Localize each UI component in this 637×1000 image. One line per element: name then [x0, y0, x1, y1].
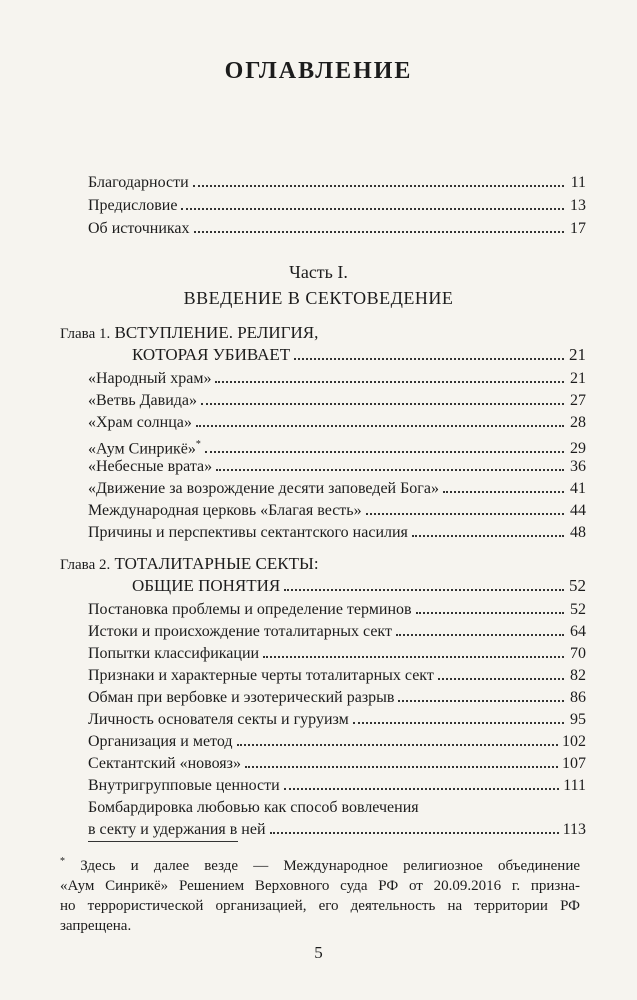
entry-page: 86 [570, 689, 586, 706]
dot-leader [398, 688, 564, 702]
entry-page: 82 [570, 667, 586, 684]
chapter1-title-part1: ВСТУПЛЕНИЕ. РЕЛИГИЯ, [114, 323, 319, 342]
chapter2-title-line2[interactable] [132, 575, 586, 597]
entry-label: «Народный храм» [88, 370, 212, 387]
entry-page: 111 [563, 777, 586, 794]
entry-page: 13 [570, 197, 586, 214]
footnote-line: но террористической организацией, его деятельность на территории РФ [60, 898, 580, 914]
toc-entry[interactable] [88, 600, 586, 620]
toc-entry[interactable] [88, 622, 586, 642]
toc-entry[interactable] [88, 732, 586, 752]
footnote [60, 852, 580, 936]
entry-page: 29 [570, 440, 586, 458]
entry-label: Организация и метод [88, 733, 233, 750]
dot-leader [353, 710, 564, 724]
toc-entry[interactable] [88, 479, 586, 499]
entry-label: «Храм солнца» [88, 414, 192, 431]
entry-page: 44 [570, 502, 586, 519]
dot-leader [205, 439, 564, 453]
entry-page: 70 [570, 645, 586, 662]
footnote-line: «Аум Синрикё» Решением Верховного суда РФ от 20.09.2016 г. призна- [60, 878, 580, 894]
dot-leader [270, 820, 559, 834]
entry-label: Причины и перспективы сектантского насилия [88, 524, 408, 541]
entry-label: Сектантский «новояз» [88, 755, 241, 772]
entry-page: 52 [570, 601, 586, 618]
dot-leader [237, 732, 559, 746]
entry-page: 27 [570, 392, 586, 409]
footnote-line [60, 852, 580, 876]
chapter2-title-line1[interactable] [60, 553, 319, 576]
dot-leader [216, 457, 564, 471]
dot-leader [194, 219, 564, 233]
chapter1-title-line2[interactable] [132, 344, 586, 366]
dot-leader [215, 369, 564, 383]
toc-entry-preface[interactable] [88, 196, 586, 216]
entry-page: 95 [570, 711, 586, 728]
chapter1-title-line1[interactable] [60, 322, 318, 345]
part-label: Часть I. [289, 262, 348, 282]
dot-leader [412, 523, 564, 537]
entry-label: Личность основателя секты и гуруизм [88, 711, 349, 728]
entry-page: 11 [570, 174, 586, 191]
chapter1-title-part2: КОТОРАЯ УБИВАЕТ [132, 345, 291, 364]
chapter1-prefix: Глава 1. [60, 326, 111, 342]
dot-leader [284, 776, 559, 790]
toc-entry[interactable] [88, 666, 586, 686]
dot-leader [196, 413, 564, 427]
toc-entry[interactable] [88, 776, 586, 796]
toc-entry[interactable] [88, 644, 586, 664]
entry-label [88, 435, 201, 459]
entry-page: 102 [562, 733, 586, 750]
toc-entry-sources[interactable] [88, 219, 586, 239]
entry-page: 113 [562, 821, 586, 838]
entry-label: Истоки и происхождение тоталитарных сект [88, 623, 392, 640]
dot-leader [443, 479, 564, 493]
dot-leader [263, 644, 564, 658]
entry-label: в секту и удержания в ней [88, 821, 266, 838]
page-number: 5 [314, 943, 323, 962]
dot-leader [201, 391, 564, 405]
entry-label: Международная церковь «Благая весть» [88, 502, 362, 519]
chapter2-page: 52 [569, 576, 586, 595]
dot-leader [396, 622, 564, 636]
entry-page: 107 [562, 755, 586, 772]
toc-entry[interactable] [88, 369, 586, 389]
toc-entry[interactable] [88, 754, 586, 774]
entry-label: Внутригрупповые ценности [88, 777, 280, 794]
toc-entry[interactable] [88, 501, 586, 521]
entry-label: «Небесные врата» [88, 458, 213, 475]
entry-page: 28 [570, 414, 586, 431]
toc-entry-multiline-line1[interactable]: Бомбардировка любовью как способ вовлечения [88, 799, 419, 816]
dot-leader [181, 196, 564, 210]
entry-label: Постановка проблемы и определение терминов [88, 601, 412, 618]
dot-leader [438, 666, 564, 680]
footnote-line: запрещена. [60, 918, 132, 934]
dot-leader [416, 600, 564, 614]
toc-entry[interactable] [88, 710, 586, 730]
entry-page: 48 [570, 524, 586, 541]
part-title: ВВЕДЕНИЕ В СЕКТОВЕДЕНИЕ [183, 288, 454, 308]
entry-page: 41 [570, 480, 586, 497]
toc-entry[interactable] [88, 523, 586, 543]
entry-page: 36 [570, 458, 586, 475]
entry-label: Об источниках [88, 220, 190, 237]
footnote-divider [88, 841, 238, 842]
entry-label: Обман при вербовке и эзотерический разрыв [88, 689, 395, 706]
footnote-text: Здесь и далее везде — Международное религиозное объединение [80, 858, 580, 874]
entry-page: 21 [570, 370, 586, 387]
dot-leader [294, 346, 564, 360]
entry-label: Благодарности [88, 174, 189, 191]
chapter2-title-part2: ОБЩИЕ ПОНЯТИЯ [132, 576, 281, 595]
toc-entry[interactable] [88, 457, 586, 477]
chapter2-prefix: Глава 2. [60, 557, 111, 573]
entry-label: Признаки и характерные черты тоталитарных сект [88, 667, 434, 684]
entry-label: Попытки классификации [88, 645, 260, 662]
footnote-mark: * [195, 439, 201, 450]
footnote-mark: * [60, 856, 65, 867]
toc-entry[interactable] [88, 391, 586, 411]
entry-label: «Ветвь Давида» [88, 392, 197, 409]
entry-page: 17 [570, 220, 586, 237]
toc-heading: ОГЛАВЛЕНИЕ [224, 58, 413, 84]
entry-label: Предисловие [88, 197, 178, 214]
dot-leader [193, 173, 564, 187]
toc-entry[interactable] [88, 435, 586, 459]
entry-label-text: «Аум Синрикё» [88, 440, 196, 458]
dot-leader [366, 501, 564, 515]
dot-leader [245, 754, 558, 768]
chapter2-title-part1: ТОТАЛИТАРНЫЕ СЕКТЫ: [114, 554, 319, 573]
toc-entry-multiline-line2[interactable] [88, 820, 586, 840]
toc-entry-acknowledgements[interactable] [88, 173, 586, 193]
entry-page: 64 [570, 623, 586, 640]
chapter1-page: 21 [569, 345, 586, 364]
toc-entry[interactable] [88, 688, 586, 708]
toc-entry[interactable] [88, 413, 586, 433]
dot-leader [284, 577, 564, 591]
entry-label: «Движение за возрождение десяти заповедей Бога» [88, 480, 439, 497]
